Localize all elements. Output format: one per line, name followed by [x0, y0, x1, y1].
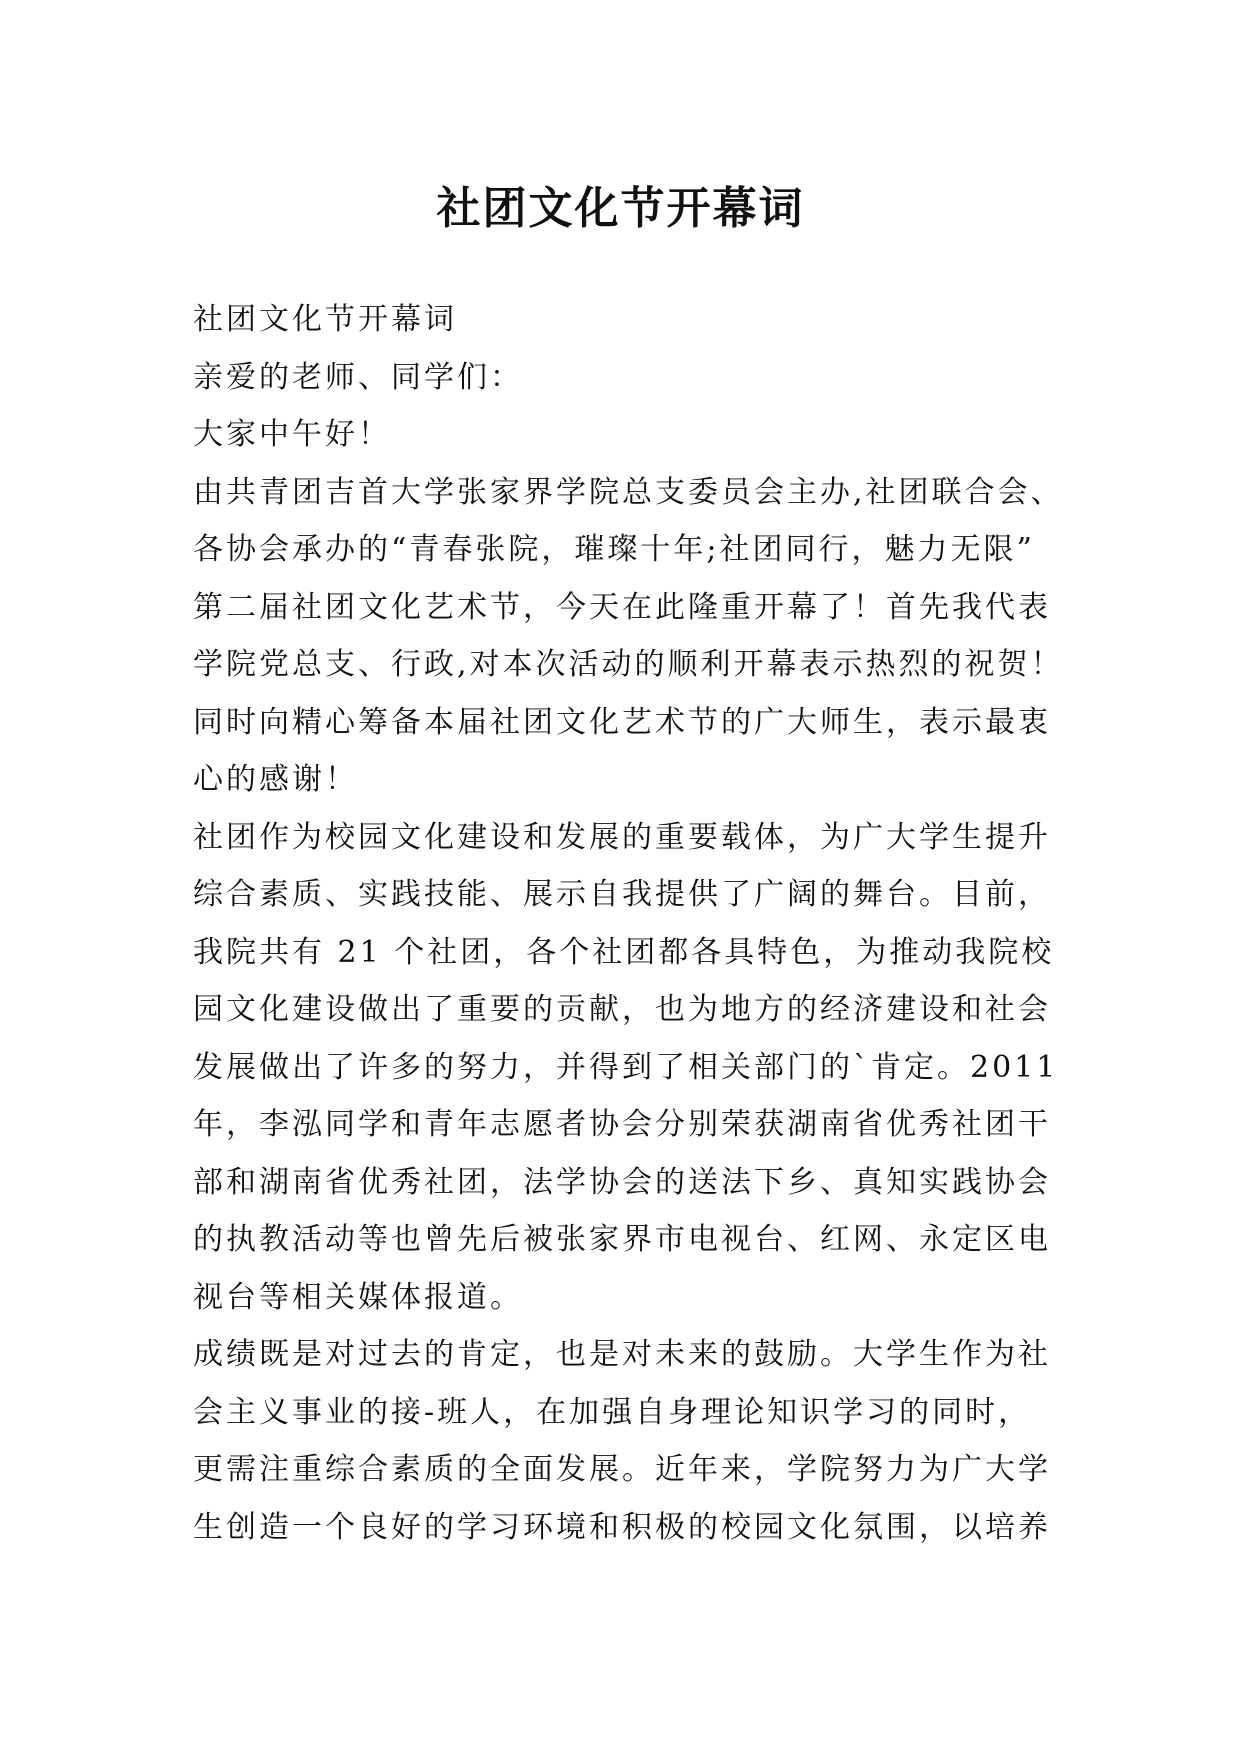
text-line: 亲爱的老师、同学们：: [193, 359, 523, 395]
text-line: 视台等相关媒体报道。: [193, 1279, 523, 1315]
text-line: 园文化建设做出了重要的贡献，也为地方的经济建设和社会: [193, 992, 1051, 1027]
text-line: 大家中午好！: [193, 417, 391, 452]
text-line: 我院共有 21 个社团，各个社团都各具特色，为推动我院校: [193, 934, 1055, 970]
text-line: 的执教活动等也曾先后被张家界市电视台、红网、永定区电: [193, 1222, 1051, 1257]
text-line: 更需注重综合素质的全面发展。近年来，学院努力为广大学: [193, 1452, 1051, 1487]
text-line: 生创造一个良好的学习环境和积极的校园文化氛围，以培养: [193, 1509, 1051, 1545]
text-line: 学院党总支、行政,对本次活动的顺利开幕表示热烈的祝贺！: [193, 647, 1064, 682]
text-line: 由共青团吉首大学张家界学院总支委员会主办,社团联合会、: [193, 474, 1064, 510]
text-line: 同时向精心筹备本届社团文化艺术节的广大师生，表示最衷: [193, 704, 1051, 740]
text-line: 各协会承办的“青春张院，璀璨十年;社团同行，魅力无限”: [193, 532, 1035, 567]
text-line: 发展做出了许多的努力，并得到了相关部门的`肯定。2011: [193, 1049, 1059, 1085]
page-title: 社团文化节开幕词: [436, 183, 805, 235]
text-line: 部和湖南省优秀社团，法学协会的送法下乡、真知实践协会: [193, 1164, 1051, 1200]
text-line: 心的感谢！: [193, 762, 358, 797]
text-line: 年，李泓同学和青年志愿者协会分别荣获湖南省优秀社团干: [193, 1107, 1051, 1142]
text-line: 社团文化节开幕词: [193, 302, 457, 337]
text-line: 成绩既是对过去的肯定，也是对未来的鼓励。大学生作为社: [193, 1337, 1051, 1372]
text-line: 综合素质、实践技能、展示自我提供了广阔的舞台。目前，: [193, 877, 1051, 912]
text-line: 会主义事业的接-班人，在加强自身理论知识学习的同时，: [193, 1394, 1032, 1430]
text-line: 第二届社团文化艺术节，今天在此隆重开幕了！首先我代表: [193, 589, 1051, 625]
document-body: [193, 291, 1073, 1556]
text-line: 社团作为校园文化建设和发展的重要载体，为广大学生提升: [193, 819, 1051, 855]
